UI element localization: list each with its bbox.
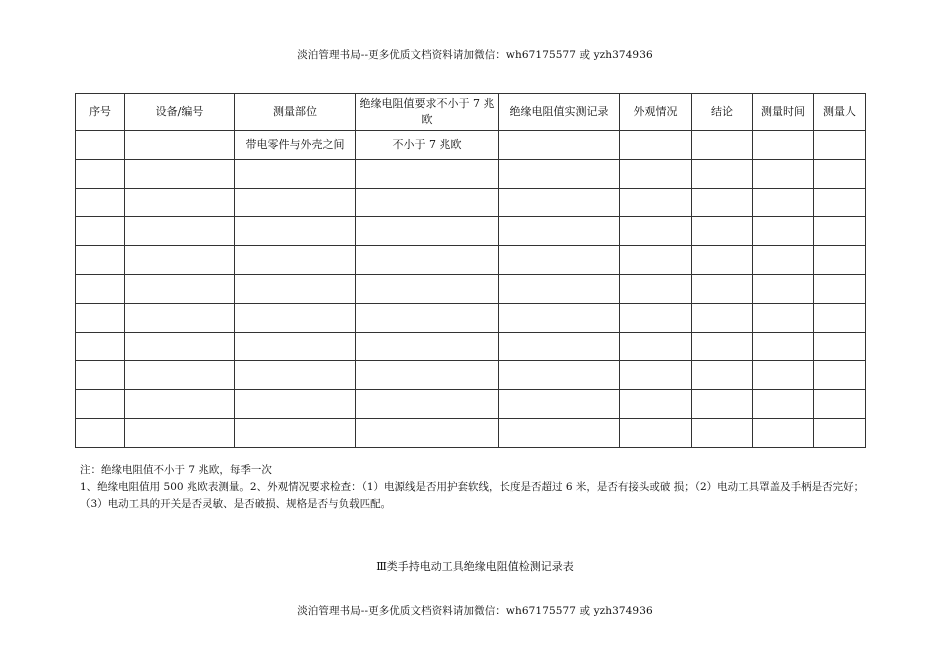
page-header: 淡泊管理书局--更多优质文档资料请加微信：wh67175577 或 yzh374936 <box>297 49 653 61</box>
table-cell <box>125 390 235 419</box>
table-cell <box>620 418 692 447</box>
table-row <box>76 246 866 275</box>
table-cell <box>499 418 620 447</box>
table-cell <box>692 418 753 447</box>
table-cell <box>814 390 866 419</box>
col-header-time: 测量时间 <box>753 94 814 131</box>
table-cell <box>76 274 125 303</box>
table-cell <box>125 131 235 160</box>
table-row <box>76 217 866 246</box>
table-cell <box>753 246 814 275</box>
table-cell <box>692 159 753 188</box>
table-cell <box>753 217 814 246</box>
table-cell <box>235 217 356 246</box>
col-header-appearance: 外观情况 <box>620 94 692 131</box>
table-cell <box>814 418 866 447</box>
table-cell <box>499 361 620 390</box>
table-cell <box>356 361 499 390</box>
table-cell <box>692 246 753 275</box>
table-cell <box>692 361 753 390</box>
table-cell <box>499 131 620 160</box>
table-cell <box>499 332 620 361</box>
table-cell <box>692 303 753 332</box>
table-cell <box>235 418 356 447</box>
table-cell <box>753 159 814 188</box>
table-cell <box>814 188 866 217</box>
table-cell <box>814 159 866 188</box>
notes <box>80 462 872 513</box>
table-cell <box>753 361 814 390</box>
page-footer: 淡泊管理书局--更多优质文档资料请加微信：wh67175577 或 yzh374936 <box>297 605 653 617</box>
table-cell <box>499 246 620 275</box>
table-cell <box>692 274 753 303</box>
table-cell <box>235 159 356 188</box>
table-cell <box>620 217 692 246</box>
table-cell <box>125 418 235 447</box>
table-row <box>76 188 866 217</box>
table-cell <box>499 303 620 332</box>
table-cell <box>125 188 235 217</box>
table-cell <box>620 159 692 188</box>
col-header-inspector: 测量人 <box>814 94 866 131</box>
table-cell <box>76 188 125 217</box>
table-cell <box>499 274 620 303</box>
table-cell <box>620 332 692 361</box>
table-cell <box>692 390 753 419</box>
table-cell <box>235 274 356 303</box>
table-cell <box>356 188 499 217</box>
table-cell <box>76 131 125 160</box>
table-cell <box>76 159 125 188</box>
table-cell <box>620 131 692 160</box>
table-row <box>76 274 866 303</box>
table-cell <box>356 303 499 332</box>
table-cell <box>356 418 499 447</box>
table-cell <box>620 361 692 390</box>
table-row <box>76 303 866 332</box>
table-cell <box>620 274 692 303</box>
table-cell <box>76 303 125 332</box>
table-cell <box>692 131 753 160</box>
table-cell <box>125 332 235 361</box>
table-cell <box>235 303 356 332</box>
table-cell <box>76 217 125 246</box>
table-cell <box>76 361 125 390</box>
inspection-record-table <box>75 93 866 448</box>
table-row <box>76 390 866 419</box>
col-header-location: 测量部位 <box>235 94 356 131</box>
table-cell <box>620 303 692 332</box>
table-cell <box>753 274 814 303</box>
table-cell <box>356 274 499 303</box>
table-cell <box>235 246 356 275</box>
table-cell <box>753 418 814 447</box>
table-cell <box>620 188 692 217</box>
col-header-device: 设备/编号 <box>125 94 235 131</box>
table-cell <box>356 390 499 419</box>
col-header-requirement: 绝缘电阻值要求不小于 7 兆欧 <box>356 94 499 131</box>
table-cell <box>692 217 753 246</box>
table-caption: Ⅲ类手持电动工具绝缘电阻值检测记录表 <box>376 560 574 573</box>
table-cell <box>235 332 356 361</box>
table-cell <box>814 332 866 361</box>
table-cell <box>125 361 235 390</box>
table-cell <box>235 188 356 217</box>
table-cell <box>753 188 814 217</box>
table-cell <box>692 188 753 217</box>
table-row <box>76 418 866 447</box>
table-row <box>76 159 866 188</box>
table-cell <box>356 159 499 188</box>
table-cell <box>235 390 356 419</box>
table-cell <box>76 390 125 419</box>
table-cell <box>125 217 235 246</box>
table-cell <box>125 246 235 275</box>
table-cell <box>753 303 814 332</box>
table-cell <box>814 361 866 390</box>
table-cell <box>76 418 125 447</box>
col-header-conclusion: 结论 <box>692 94 753 131</box>
table-cell: 带电零件与外壳之间 <box>235 131 356 160</box>
table-cell <box>753 390 814 419</box>
table-cell <box>620 246 692 275</box>
table-cell: 不小于 7 兆欧 <box>356 131 499 160</box>
table-row <box>76 332 866 361</box>
table-cell <box>753 131 814 160</box>
table-row <box>76 131 866 160</box>
table-cell <box>125 274 235 303</box>
table-cell <box>125 303 235 332</box>
table-cell <box>814 246 866 275</box>
table-header-row <box>76 94 866 131</box>
table-cell <box>235 361 356 390</box>
table-cell <box>499 217 620 246</box>
table-cell <box>814 217 866 246</box>
col-header-index: 序号 <box>76 94 125 131</box>
note-line-1: 注：绝缘电阻值不小于 7 兆欧，每季一次 <box>80 464 272 476</box>
table-cell <box>814 131 866 160</box>
table-cell <box>499 159 620 188</box>
note-line-2: 1、绝缘电阻值用 500 兆欧表测量。2、外观情况要求检查：（1）电源线是否用护套软线，长度是否超过 6 米，是否有接头或破 损；（2）电动工具罩盖及手柄是否完好；（3）电动工具的开关是否灵敏、是否破损、规格是否与负载匹配。 <box>80 481 865 510</box>
table-cell <box>499 188 620 217</box>
table-cell <box>76 332 125 361</box>
table-cell <box>125 159 235 188</box>
table-row <box>76 361 866 390</box>
col-header-measured: 绝缘电阻值实测记录 <box>499 94 620 131</box>
table-cell <box>814 303 866 332</box>
table-cell <box>356 217 499 246</box>
table-cell <box>356 332 499 361</box>
table-cell <box>620 390 692 419</box>
table-cell <box>692 332 753 361</box>
table-cell <box>814 274 866 303</box>
table-cell <box>753 332 814 361</box>
table-cell <box>356 246 499 275</box>
table-cell <box>499 390 620 419</box>
table-cell <box>76 246 125 275</box>
